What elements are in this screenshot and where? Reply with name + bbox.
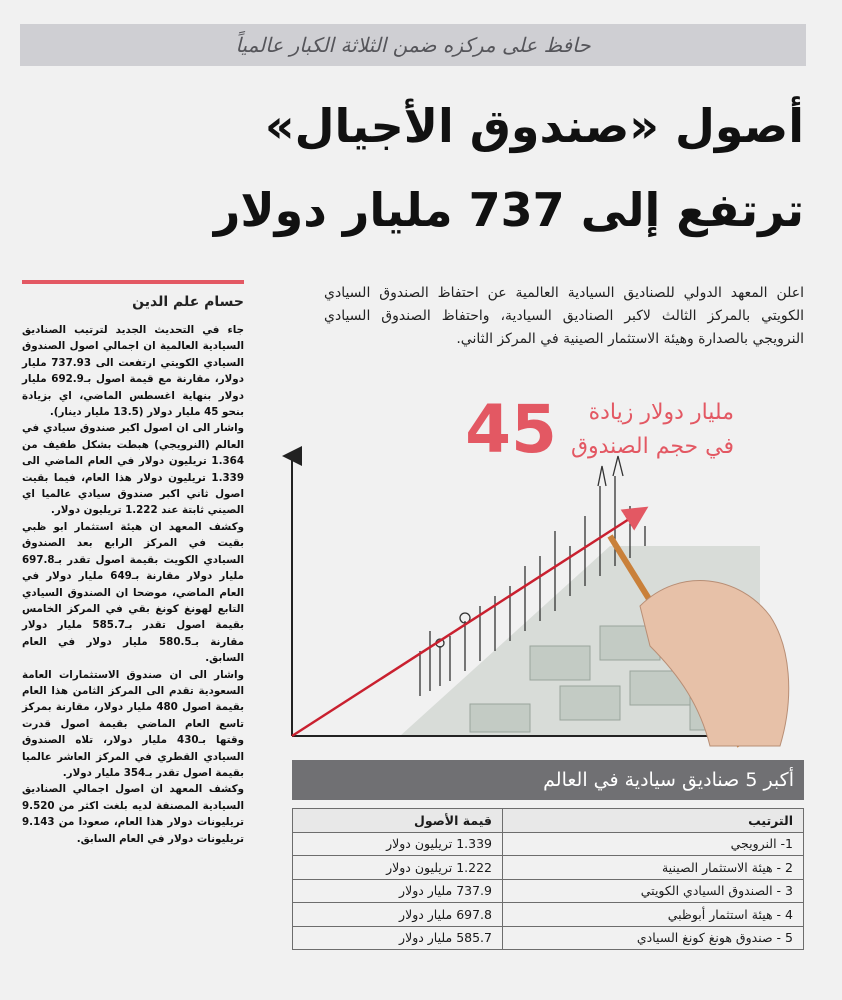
stat-number: 45 (465, 391, 557, 468)
article-paragraph: جاء في التحديث الجديد لترتيب الصناديق السيادية العالمية ان اجمالي اصول الصندوق السيادي الكويتي ارتفعت الى 737.93 مليار دولار، مقارنة مع قيمة اصول بـ692.9 مليار دولار بنهاية اغسطس الماضي، اي بزيادة بنحو 45 مليار دولار (13.5 مليار دينار). (22, 324, 244, 419)
table-title: أكبر 5 صناديق سيادية في العالم (292, 760, 804, 800)
cell-value: 1.222 تريليون دولار (293, 856, 503, 880)
article-column (22, 280, 244, 847)
accent-rule (22, 280, 244, 284)
table-row (293, 879, 804, 903)
headline-line-1: أصول «صندوق الأجيال» (264, 99, 804, 153)
cell-value: 697.8 مليار دولار (293, 903, 503, 927)
cell-rank: 5 - صندوق هونغ كونغ السيادي (503, 926, 804, 950)
stat-caption-line-2: في حجم الصندوق (570, 434, 734, 459)
stat-caption-line-1: مليار دولار زيادة (588, 400, 734, 425)
cell-rank: 2 - هيئة الاستثمار الصينية (503, 856, 804, 880)
table-row (293, 926, 804, 950)
article-paragraph: واشار الى ان صندوق الاستثمارات العامة السعودية تقدم الى المركز الثامن هذا العام بقيمة اصول 480 مليار دولار، مقارنة بمركز تاسع العام الماضي بقيمة اصول قدرت وقتها بـ430 مليار دولار، تلاه الصندوق السيادي القطري في المركز العاشر عالميا بقيمة اصول تقدر بـ354 مليار دولار. (22, 668, 244, 779)
table-row (293, 832, 804, 856)
cell-rank: 1- النرويجي (503, 832, 804, 856)
header-value: قيمة الأصول (293, 809, 503, 833)
table-row (293, 856, 804, 880)
kicker-text: حافظ على مركزه ضمن الثلاثة الكبار عالمياً (235, 33, 591, 57)
cell-value: 737.9 مليار دولار (293, 879, 503, 903)
growth-illustration (280, 446, 800, 756)
article-paragraph: وكشف المعهد ان اصول اجمالي الصناديق السيادية المصنفة لديه بلغت اكثر من 9.520 تريليونات دولار هذا العام، صعودا من 9.143 تريليونات دولار في العام السابق. (22, 783, 244, 845)
table-row (293, 903, 804, 927)
top-funds-table (292, 808, 804, 950)
headline-line-2: ترتفع إلى 737 مليار دولار (213, 183, 804, 237)
cell-rank: 4 - هيئة استثمار أبوظبي (503, 903, 804, 927)
top-funds-table-section (292, 760, 804, 950)
intro-paragraph: اعلن المعهد الدولي للصناديق السيادية العالمية عن احتفاظ الصندوق السيادي الكويتي بالمركز الثالث لاكبر الصناديق السيادية، واحتفاظ الصندوق السيادي النرويجي بالصدارة وهيئة الاستثمار الصينية في المركز الثاني. (324, 285, 804, 347)
table-header-row (293, 809, 804, 833)
headline (164, 84, 804, 252)
cell-value: 585.7 مليار دولار (293, 926, 503, 950)
article-body (22, 322, 244, 847)
article-paragraph: واشار الى ان اصول اكبر صندوق سيادي في العالم (النرويجي) هبطت بشكل طفيف من 1.364 تريليون دولار في العام الماضي الى 1.339 تريليون دولار هذا العام، فيما بقيت اصول ثاني اكبر صندوق سيادي عالميا اي الصيني ثابتة عند 1.222 تريليون دولار. (22, 422, 244, 517)
cell-value: 1.339 تريليون دولار (293, 832, 503, 856)
article-paragraph: وكشف المعهد ان هيئة استثمار ابو ظبي بقيت في المركز الرابع بعد الصندوق السيادي الكويت بقيمة اصول تقدر بـ697.8 مليار دولار مقارنة بـ649 مليار دولار في العام الماضي، موضحا ان الصندوق السيادي التابع لهونغ كونغ بقي في المركز الخامس بقيمة اصول تقدر بـ585.7 مليار دولار مقارنة بـ580.5 مليار دولار في العام السابق. (22, 520, 244, 665)
byline: حسام علم الدين (132, 294, 244, 310)
cell-rank: 3 - الصندوق السيادي الكويتي (503, 879, 804, 903)
kicker-banner (20, 24, 806, 66)
header-rank: الترتيب (503, 809, 804, 833)
